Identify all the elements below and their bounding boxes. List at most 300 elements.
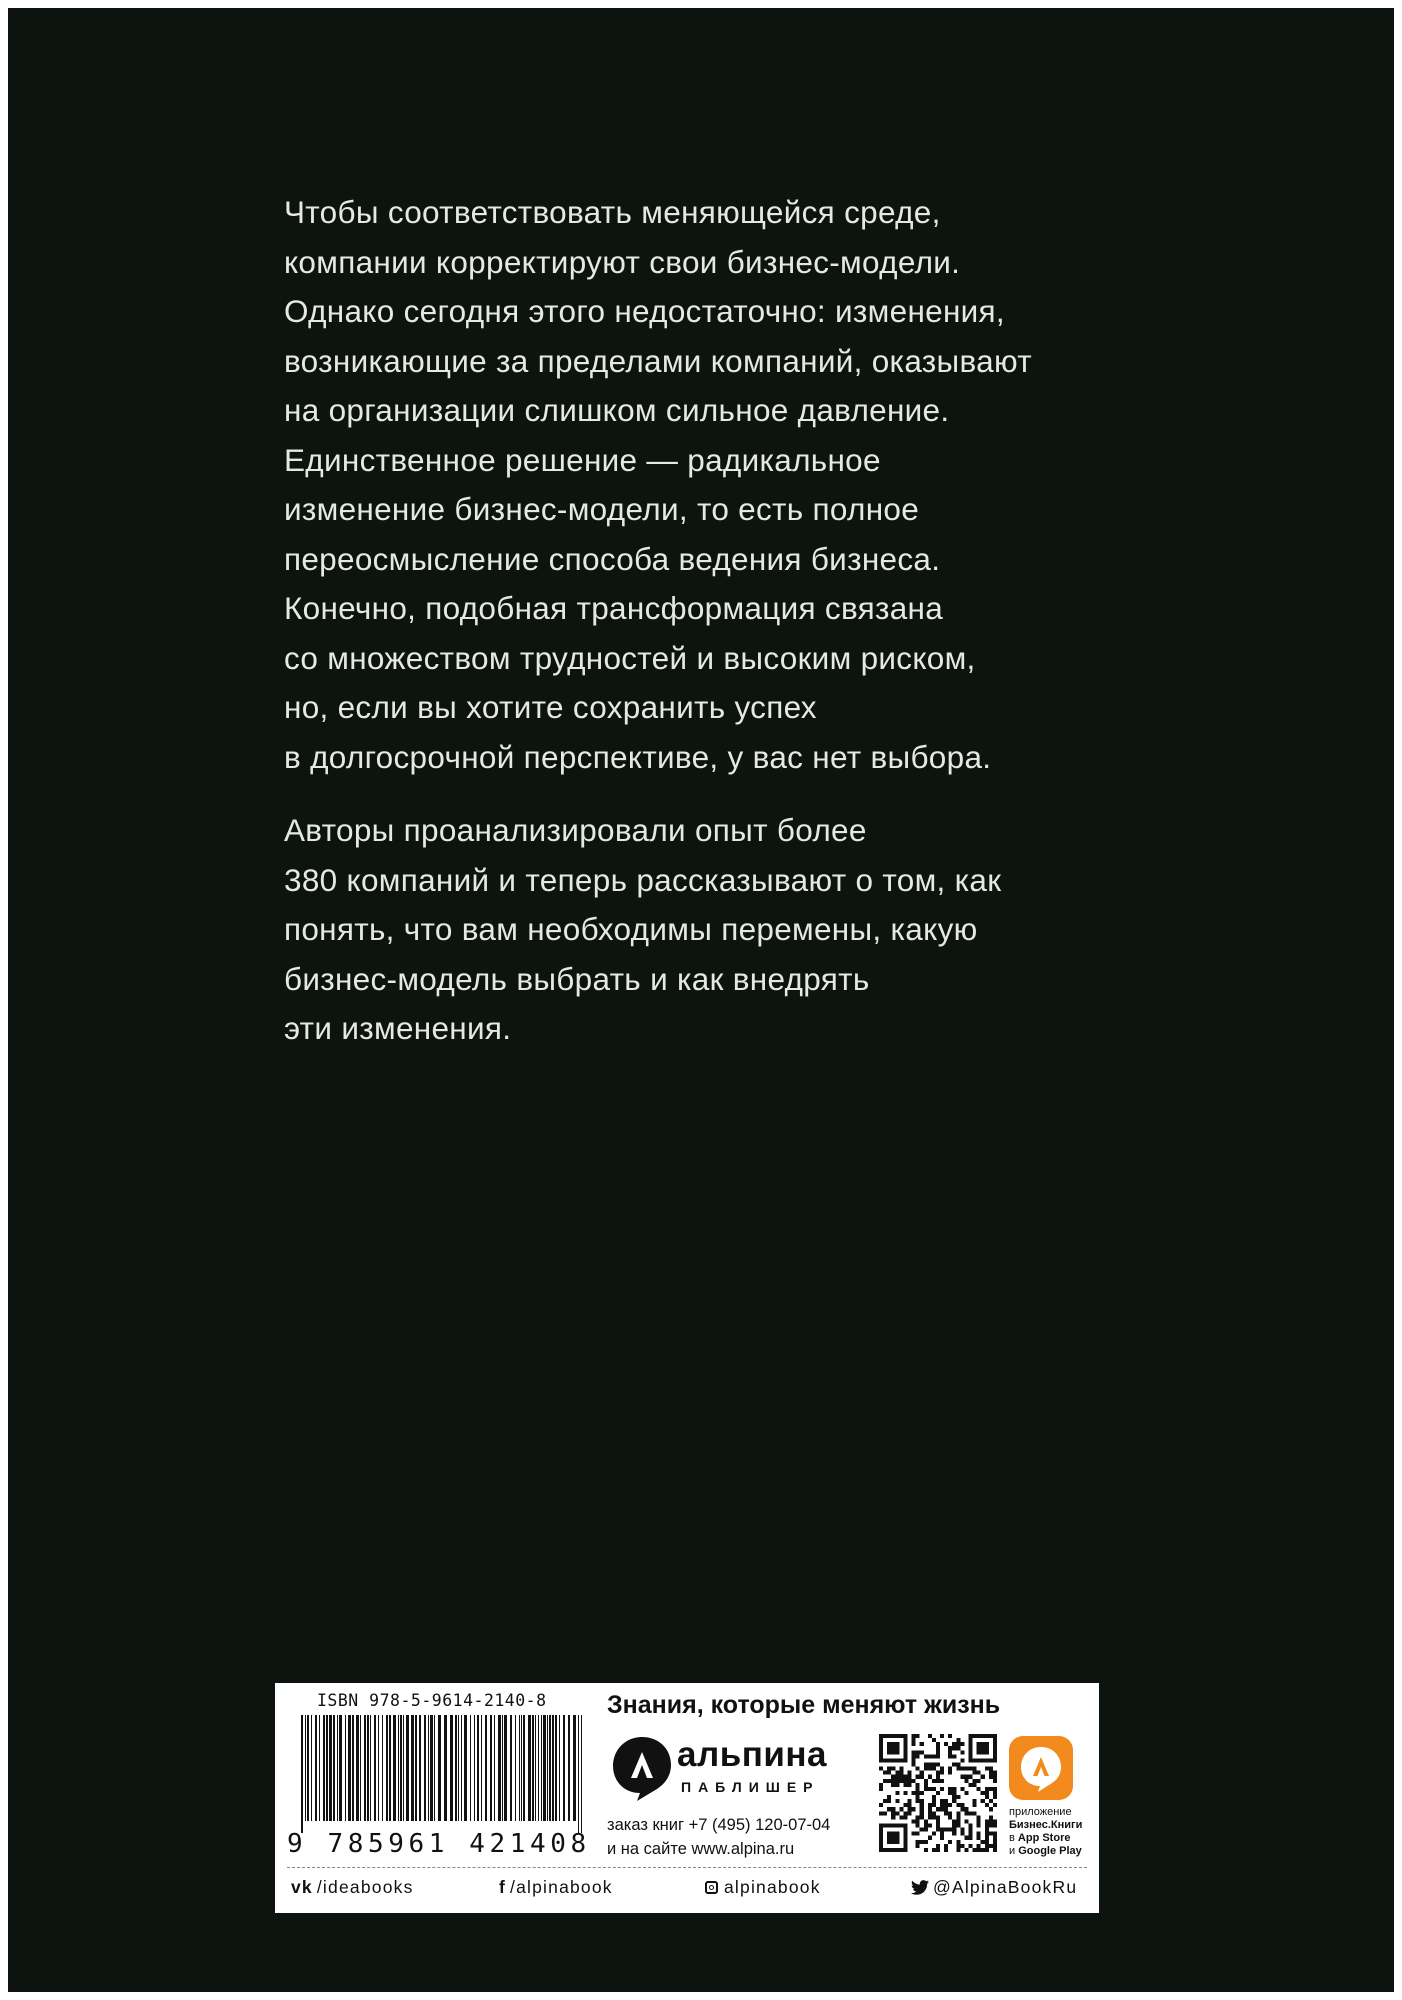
qr-module bbox=[936, 1815, 940, 1819]
barcode-bar bbox=[345, 1715, 346, 1821]
qr-module bbox=[948, 1754, 952, 1758]
qr-module bbox=[960, 1775, 964, 1779]
google-play-label: Google Play bbox=[1018, 1845, 1082, 1857]
qr-module bbox=[977, 1844, 981, 1848]
qr-module bbox=[912, 1762, 916, 1766]
barcode-bar bbox=[406, 1715, 409, 1821]
qr-module bbox=[879, 1783, 883, 1787]
barcode-bar bbox=[374, 1715, 376, 1821]
barcode-bar bbox=[424, 1715, 426, 1821]
qr-module bbox=[899, 1779, 903, 1783]
blurb-line: компании корректируют свои бизнес-модели. bbox=[284, 243, 961, 280]
barcode-bar bbox=[386, 1715, 388, 1821]
order-phone: заказ книг +7 (495) 120-07-04 bbox=[607, 1816, 831, 1834]
qr-module bbox=[948, 1750, 952, 1754]
qr-module bbox=[928, 1811, 932, 1815]
social-facebook[interactable] bbox=[499, 1877, 613, 1898]
qr-module bbox=[936, 1775, 940, 1779]
app-store-label: App Store bbox=[1017, 1832, 1071, 1844]
qr-module bbox=[977, 1815, 981, 1819]
barcode-bar bbox=[333, 1715, 335, 1821]
qr-module bbox=[887, 1799, 891, 1803]
publisher-panel bbox=[275, 1683, 1099, 1913]
qr-module bbox=[936, 1819, 940, 1823]
app-store-prefix: в bbox=[1009, 1832, 1015, 1844]
instagram-icon bbox=[705, 1881, 718, 1894]
qr-module bbox=[973, 1848, 977, 1852]
qr-module bbox=[924, 1840, 928, 1844]
barcode-bar bbox=[382, 1715, 383, 1821]
barcode-bar bbox=[481, 1715, 482, 1821]
qr-module bbox=[973, 1811, 977, 1815]
qr-module bbox=[948, 1791, 952, 1795]
qr-module bbox=[907, 1799, 911, 1803]
qr-module bbox=[916, 1754, 920, 1758]
qr-module bbox=[940, 1803, 944, 1807]
qr-module bbox=[891, 1815, 895, 1819]
qr-module bbox=[928, 1836, 932, 1840]
qr-module bbox=[936, 1807, 940, 1811]
barcode-bar bbox=[398, 1715, 399, 1821]
qr-module bbox=[956, 1848, 960, 1852]
qr-module bbox=[973, 1803, 977, 1807]
qr-module bbox=[948, 1746, 952, 1750]
blurb-line: Конечно, подобная трансформация связана bbox=[284, 590, 944, 626]
qr-module bbox=[907, 1779, 911, 1783]
qr-module bbox=[907, 1803, 911, 1807]
qr-module bbox=[936, 1750, 940, 1754]
qr-module bbox=[899, 1775, 903, 1779]
qr-module bbox=[989, 1771, 993, 1775]
barcode-bar bbox=[307, 1715, 309, 1821]
blurb-line: возникающие за пределами компаний, оказывают bbox=[284, 342, 1032, 379]
qr-module bbox=[920, 1807, 924, 1811]
qr-module bbox=[960, 1758, 964, 1762]
qr-module bbox=[916, 1799, 920, 1803]
qr-module bbox=[993, 1803, 997, 1807]
qr-module bbox=[936, 1844, 940, 1848]
qr-module bbox=[924, 1848, 928, 1852]
qr-module bbox=[916, 1750, 920, 1754]
qr-module bbox=[879, 1803, 883, 1807]
qr-module bbox=[989, 1807, 993, 1811]
barcode-bar bbox=[305, 1715, 306, 1821]
barcode-bar bbox=[573, 1715, 576, 1821]
qr-module bbox=[903, 1803, 907, 1807]
barcode-bar bbox=[458, 1715, 459, 1821]
qr-module bbox=[899, 1767, 903, 1771]
qr-module bbox=[912, 1742, 916, 1746]
barcode-bar bbox=[515, 1715, 516, 1821]
barcode bbox=[291, 1715, 591, 1833]
qr-module bbox=[969, 1832, 973, 1836]
barcode-bar bbox=[455, 1715, 457, 1821]
qr-module bbox=[928, 1803, 932, 1807]
qr-module bbox=[993, 1819, 997, 1823]
blurb-paragraph-2 bbox=[284, 806, 1144, 1054]
barcode-bar bbox=[535, 1715, 536, 1821]
qr-module bbox=[928, 1775, 932, 1779]
qr-module bbox=[912, 1832, 916, 1836]
qr-module bbox=[916, 1775, 920, 1779]
qr-module bbox=[924, 1767, 928, 1771]
qr-module bbox=[924, 1819, 928, 1823]
qr-module bbox=[948, 1828, 952, 1832]
qr-module bbox=[891, 1807, 895, 1811]
qr-module bbox=[964, 1775, 968, 1779]
qr-module bbox=[899, 1807, 903, 1811]
barcode-bar bbox=[378, 1715, 379, 1821]
qr-module bbox=[981, 1791, 985, 1795]
qr-module bbox=[912, 1754, 916, 1758]
qr-module bbox=[985, 1824, 989, 1828]
qr-module bbox=[989, 1767, 993, 1771]
qr-module bbox=[920, 1799, 924, 1803]
qr-module bbox=[903, 1783, 907, 1787]
qr-module bbox=[948, 1811, 952, 1815]
qr-module bbox=[932, 1815, 936, 1819]
blurb-line: со множеством трудностей и высоким риском, bbox=[284, 639, 976, 676]
social-twitter[interactable] bbox=[911, 1877, 1077, 1898]
blurb-line: 380 компаний и теперь рассказывают о том, как bbox=[284, 861, 1002, 898]
qr-module bbox=[989, 1799, 993, 1803]
qr-module bbox=[916, 1819, 920, 1823]
qr-module bbox=[936, 1791, 940, 1795]
qr-code[interactable] bbox=[879, 1734, 997, 1852]
qr-module bbox=[964, 1807, 968, 1811]
qr-module bbox=[985, 1791, 989, 1795]
barcode-bar bbox=[543, 1715, 546, 1821]
qr-module bbox=[940, 1771, 944, 1775]
qr-module bbox=[985, 1803, 989, 1807]
alpina-logo-icon bbox=[607, 1733, 677, 1803]
blurb-line: на организации слишком сильное давление. bbox=[284, 392, 950, 428]
barcode-bar bbox=[578, 1715, 579, 1833]
qr-module bbox=[948, 1734, 952, 1738]
barcode-bar bbox=[494, 1715, 495, 1821]
qr-module bbox=[924, 1787, 928, 1791]
qr-module bbox=[932, 1787, 936, 1791]
barcode-bar bbox=[415, 1715, 417, 1821]
qr-module bbox=[903, 1815, 907, 1819]
qr-module bbox=[977, 1819, 981, 1823]
blurb-line: Однако сегодня этого недостаточно: изменения, bbox=[284, 293, 1005, 329]
qr-module bbox=[891, 1775, 895, 1779]
qr-module bbox=[912, 1734, 916, 1738]
app-promo bbox=[1009, 1806, 1082, 1858]
qr-module bbox=[960, 1750, 964, 1754]
qr-module bbox=[952, 1832, 956, 1836]
qr-module bbox=[936, 1848, 940, 1852]
qr-module bbox=[940, 1836, 944, 1840]
order-website: и на сайте www.alpina.ru bbox=[607, 1840, 795, 1858]
qr-module bbox=[936, 1742, 940, 1746]
qr-module bbox=[973, 1771, 977, 1775]
qr-module bbox=[977, 1787, 981, 1791]
qr-module bbox=[924, 1828, 928, 1832]
barcode-bar bbox=[555, 1715, 557, 1821]
qr-module bbox=[956, 1738, 960, 1742]
barcode-bar bbox=[490, 1715, 492, 1821]
barcode-bar bbox=[430, 1715, 433, 1821]
qr-module bbox=[989, 1832, 993, 1836]
qr-module bbox=[912, 1750, 916, 1754]
qr-module bbox=[920, 1775, 924, 1779]
blurb-line: Авторы проанализировали опыт более bbox=[284, 812, 867, 848]
order-info bbox=[607, 1813, 830, 1861]
qr-module bbox=[985, 1848, 989, 1852]
app-logo-icon bbox=[1009, 1736, 1073, 1800]
barcode-bar bbox=[364, 1715, 366, 1821]
qr-module bbox=[936, 1762, 940, 1766]
qr-module bbox=[960, 1803, 964, 1807]
qr-module bbox=[993, 1771, 997, 1775]
qr-module bbox=[985, 1844, 989, 1848]
qr-module bbox=[903, 1775, 907, 1779]
qr-module bbox=[916, 1767, 920, 1771]
qr-module bbox=[891, 1811, 895, 1815]
qr-module bbox=[985, 1832, 989, 1836]
qr-module bbox=[964, 1819, 968, 1823]
qr-module bbox=[969, 1844, 973, 1848]
qr-module bbox=[932, 1754, 936, 1758]
barcode-bar bbox=[532, 1715, 534, 1821]
barcode-bar bbox=[352, 1715, 354, 1821]
qr-module bbox=[912, 1819, 916, 1823]
qr-module bbox=[981, 1775, 985, 1779]
qr-module bbox=[948, 1771, 952, 1775]
blurb-line: изменение бизнес-модели, то есть полное bbox=[284, 491, 920, 527]
qr-module bbox=[940, 1787, 944, 1791]
qr-module bbox=[944, 1848, 948, 1852]
qr-module bbox=[940, 1828, 944, 1832]
barcode-bar bbox=[547, 1715, 548, 1821]
barcode-bar bbox=[444, 1715, 447, 1821]
barcode-bar bbox=[450, 1715, 453, 1821]
qr-module bbox=[969, 1824, 973, 1828]
qr-module bbox=[948, 1815, 952, 1819]
barcode-bar bbox=[389, 1715, 391, 1821]
qr-module bbox=[948, 1840, 952, 1844]
qr-module bbox=[973, 1779, 977, 1783]
qr-module bbox=[936, 1828, 940, 1832]
qr-module bbox=[964, 1791, 968, 1795]
barcode-bar bbox=[319, 1715, 320, 1821]
barcode-bar bbox=[301, 1715, 303, 1833]
social-instagram[interactable] bbox=[705, 1877, 821, 1898]
barcode-bar bbox=[428, 1715, 429, 1821]
qr-finder-inner bbox=[887, 1832, 899, 1844]
qr-module bbox=[960, 1807, 964, 1811]
qr-module bbox=[993, 1836, 997, 1840]
qr-module bbox=[887, 1807, 891, 1811]
qr-module bbox=[944, 1807, 948, 1811]
qr-module bbox=[981, 1848, 985, 1852]
qr-module bbox=[932, 1795, 936, 1799]
qr-module bbox=[932, 1779, 936, 1783]
qr-module bbox=[981, 1840, 985, 1844]
barcode-bar bbox=[521, 1715, 522, 1821]
twitter-icon bbox=[911, 1880, 929, 1895]
barcode-bar bbox=[311, 1715, 312, 1821]
blurb-line: эти изменения. bbox=[284, 1010, 512, 1046]
twitter-handle: @AlpinaBookRu bbox=[933, 1877, 1078, 1897]
barcode-bar bbox=[434, 1715, 435, 1821]
qr-module bbox=[989, 1824, 993, 1828]
barcode-bar bbox=[419, 1715, 421, 1821]
instagram-handle: alpinabook bbox=[724, 1877, 821, 1897]
facebook-handle: /alpinabook bbox=[510, 1877, 613, 1897]
qr-module bbox=[960, 1767, 964, 1771]
qr-module bbox=[891, 1767, 895, 1771]
qr-module bbox=[993, 1844, 997, 1848]
qr-module bbox=[985, 1828, 989, 1832]
barcode-bar bbox=[438, 1715, 441, 1821]
blurb-line: бизнес-модель выбрать и как внедрять bbox=[284, 960, 870, 997]
qr-module bbox=[883, 1799, 887, 1803]
social-vk[interactable] bbox=[291, 1877, 414, 1898]
qr-module bbox=[993, 1840, 997, 1844]
qr-module bbox=[977, 1771, 981, 1775]
qr-module bbox=[912, 1779, 916, 1783]
qr-module bbox=[944, 1803, 948, 1807]
qr-module bbox=[960, 1787, 964, 1791]
qr-module bbox=[932, 1803, 936, 1807]
qr-module bbox=[944, 1799, 948, 1803]
qr-module bbox=[956, 1803, 960, 1807]
blurb-paragraph-1 bbox=[284, 188, 1144, 782]
qr-module bbox=[928, 1824, 932, 1828]
barcode-bar bbox=[474, 1715, 475, 1821]
barcode-bar bbox=[519, 1715, 520, 1821]
barcode-bar bbox=[400, 1715, 402, 1821]
barcode-bar bbox=[360, 1715, 361, 1821]
qr-module bbox=[973, 1783, 977, 1787]
qr-module bbox=[956, 1746, 960, 1750]
qr-module bbox=[940, 1779, 944, 1783]
qr-module bbox=[948, 1767, 952, 1771]
qr-module bbox=[924, 1754, 928, 1758]
qr-module bbox=[879, 1811, 883, 1815]
qr-module bbox=[895, 1771, 899, 1775]
qr-module bbox=[879, 1767, 883, 1771]
barcode-bar bbox=[568, 1715, 570, 1821]
qr-module bbox=[944, 1844, 948, 1848]
qr-module bbox=[916, 1791, 920, 1795]
barcode-bar bbox=[464, 1715, 467, 1821]
qr-module bbox=[928, 1754, 932, 1758]
qr-module bbox=[883, 1779, 887, 1783]
blurb-line: Единственное решение — радикальное bbox=[284, 441, 881, 478]
barcode-bar bbox=[356, 1715, 359, 1821]
barcode-bar bbox=[485, 1715, 487, 1821]
qr-module bbox=[964, 1811, 968, 1815]
qr-module bbox=[940, 1799, 944, 1803]
qr-module bbox=[993, 1787, 997, 1791]
qr-module bbox=[920, 1815, 924, 1819]
facebook-icon: f bbox=[499, 1877, 507, 1897]
qr-module bbox=[956, 1819, 960, 1823]
qr-module bbox=[920, 1742, 924, 1746]
qr-module bbox=[932, 1811, 936, 1815]
qr-module bbox=[936, 1754, 940, 1758]
qr-module bbox=[977, 1824, 981, 1828]
qr-module bbox=[912, 1791, 916, 1795]
vk-handle: /ideabooks bbox=[316, 1877, 414, 1897]
qr-module bbox=[891, 1783, 895, 1787]
qr-module bbox=[940, 1832, 944, 1836]
barcode-bar bbox=[504, 1715, 507, 1821]
qr-module bbox=[969, 1783, 973, 1787]
qr-module bbox=[948, 1787, 952, 1791]
qr-module bbox=[920, 1750, 924, 1754]
qr-module bbox=[977, 1832, 981, 1836]
barcode-bar bbox=[498, 1715, 501, 1821]
qr-module bbox=[932, 1738, 936, 1742]
blurb-text bbox=[284, 188, 1144, 1078]
qr-module bbox=[952, 1828, 956, 1832]
qr-module bbox=[952, 1746, 956, 1750]
qr-module bbox=[993, 1779, 997, 1783]
qr-module bbox=[989, 1815, 993, 1819]
tagline: Знания, которые меняют жизнь bbox=[607, 1691, 1001, 1719]
qr-module bbox=[948, 1803, 952, 1807]
qr-module bbox=[993, 1824, 997, 1828]
barcode-bar bbox=[348, 1715, 351, 1821]
qr-finder-inner bbox=[977, 1742, 989, 1754]
qr-module bbox=[969, 1775, 973, 1779]
qr-module bbox=[899, 1771, 903, 1775]
app-icon[interactable] bbox=[1009, 1736, 1073, 1800]
qr-module bbox=[895, 1783, 899, 1787]
qr-module bbox=[883, 1771, 887, 1775]
barcode-bar bbox=[315, 1715, 317, 1821]
qr-module bbox=[956, 1742, 960, 1746]
qr-module bbox=[903, 1811, 907, 1815]
barcode-bar bbox=[541, 1715, 542, 1821]
qr-module bbox=[993, 1848, 997, 1852]
qr-module bbox=[887, 1771, 891, 1775]
qr-module bbox=[916, 1840, 920, 1844]
qr-module bbox=[940, 1807, 944, 1811]
barcode-bar bbox=[528, 1715, 531, 1821]
qr-module bbox=[964, 1779, 968, 1783]
blurb-line: но, если вы хотите сохранить успех bbox=[284, 689, 817, 725]
qr-module bbox=[969, 1828, 973, 1832]
qr-module bbox=[907, 1775, 911, 1779]
qr-module bbox=[916, 1815, 920, 1819]
qr-finder-inner bbox=[887, 1742, 899, 1754]
blurb-line: переосмысление способа ведения бизнеса. bbox=[284, 540, 941, 577]
qr-module bbox=[977, 1779, 981, 1783]
barcode-bar bbox=[563, 1715, 565, 1821]
qr-module bbox=[989, 1787, 993, 1791]
qr-module bbox=[989, 1775, 993, 1779]
qr-module bbox=[964, 1836, 968, 1840]
qr-module bbox=[956, 1795, 960, 1799]
qr-module bbox=[887, 1779, 891, 1783]
qr-module bbox=[920, 1791, 924, 1795]
qr-module bbox=[920, 1803, 924, 1807]
qr-module bbox=[952, 1791, 956, 1795]
qr-module bbox=[956, 1767, 960, 1771]
qr-module bbox=[912, 1738, 916, 1742]
qr-module bbox=[989, 1819, 993, 1823]
qr-module bbox=[936, 1779, 940, 1783]
qr-module bbox=[956, 1844, 960, 1848]
qr-module bbox=[895, 1799, 899, 1803]
barcode-bar bbox=[581, 1715, 582, 1833]
